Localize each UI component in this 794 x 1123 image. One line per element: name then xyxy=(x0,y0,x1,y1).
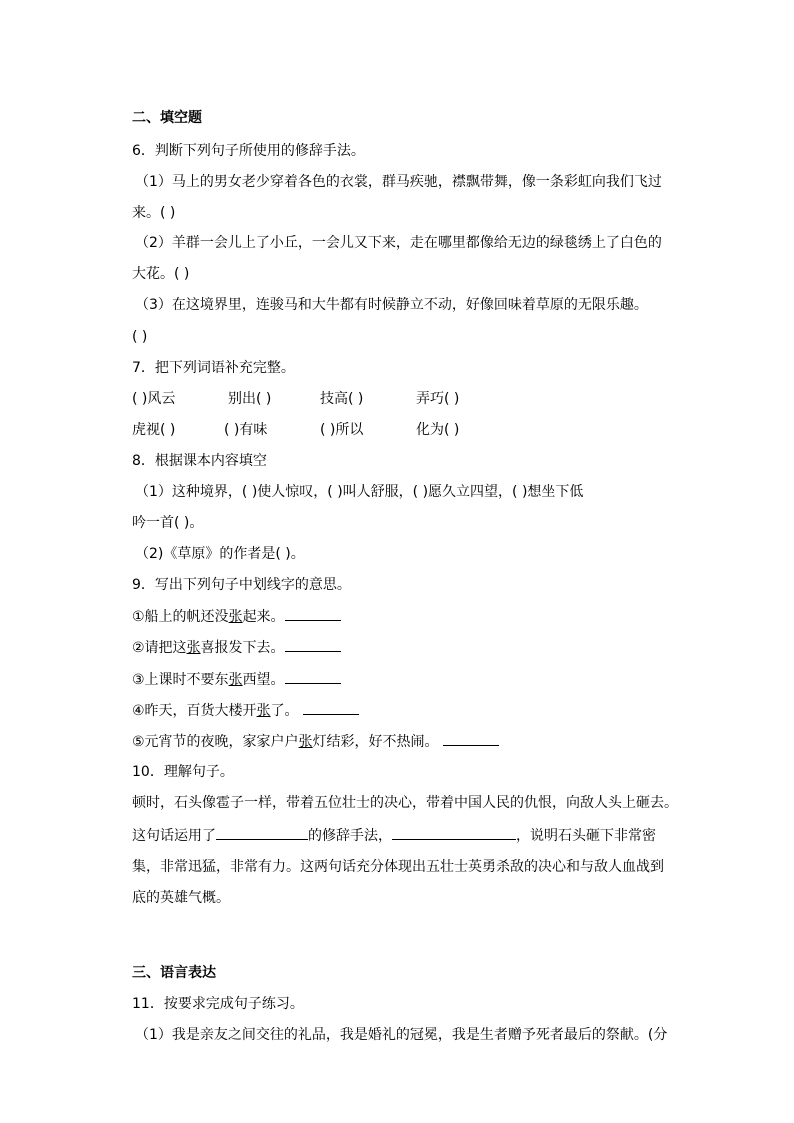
q9-item-text: ①船上的帆还没 xyxy=(132,609,229,625)
q7-word: 虎视( ) xyxy=(132,422,176,438)
q9-answer-blank[interactable] xyxy=(285,606,341,621)
q9-item-text: 起来。 xyxy=(242,609,285,625)
q6-sentence-2b: 大花。( ) xyxy=(132,266,190,282)
q9-item-text: 喜报发下去。 xyxy=(200,640,285,656)
q10-answer-blank-2[interactable] xyxy=(392,825,516,840)
q10-text: 这句话运用了 xyxy=(132,828,216,844)
q10-text: 的修辞手法， xyxy=(308,828,392,844)
q9-item xyxy=(132,637,341,658)
q7-word: ( )风云 xyxy=(132,391,176,407)
q9-item-text: 西望。 xyxy=(242,672,285,688)
q7-word: 化为( ) xyxy=(416,422,460,438)
q9-underlined-char: 张 xyxy=(228,609,243,625)
q10-passage-line-3: 集，非常迅猛，非常有力。这两句话充分体现出五壮士英勇杀敌的决心和与敌人血战到 xyxy=(132,859,664,875)
q7-word: 弄巧( ) xyxy=(416,391,460,407)
section-heading-language: 三、语言表达 xyxy=(132,965,216,981)
q8-sentence-1a: （1）这种境界，( )使人惊叹，( )叫人舒服，( )愿久立四望，( )想坐下低 xyxy=(135,484,584,500)
q10-stem: 10．理解句子。 xyxy=(132,764,234,780)
q9-answer-blank[interactable] xyxy=(285,669,341,684)
q9-item-text: ③上课时不要东 xyxy=(132,672,229,688)
q9-item-text: 了。 xyxy=(270,703,299,719)
q9-item xyxy=(132,606,341,627)
q7-word: ( )所以 xyxy=(320,422,364,438)
q7-stem: 7．把下列词语补充完整。 xyxy=(132,360,295,376)
q6-sentence-3a: （3）在这境界里，连骏马和大牛都有时候静立不动，好像回味着草原的无限乐趣。 xyxy=(135,297,648,313)
q10-text: ，说明石头砸下非常密 xyxy=(516,828,656,844)
q7-row-1 xyxy=(132,389,459,409)
q9-item-text: 灯结彩，好不热闹。 xyxy=(312,734,439,750)
q9-answer-blank[interactable] xyxy=(285,637,341,652)
q9-stem: 9．写出下列句子中划线字的意思。 xyxy=(132,577,351,593)
q10-passage-line-4: 底的英雄气概。 xyxy=(132,890,230,906)
q7-word: 技高( ) xyxy=(320,391,364,407)
q8-stem: 8．根据课本内容填空 xyxy=(132,453,267,469)
q9-underlined-char: 张 xyxy=(298,734,313,750)
q9-answer-blank[interactable] xyxy=(303,700,359,715)
q6-sentence-1b: 来。( ) xyxy=(132,205,176,221)
q7-row-2 xyxy=(132,420,459,440)
q10-passage-line-1: 顿时，石头像雹子一样，带着五位壮士的决心，带着中国人民的仇恨，向敌人头上砸去。 xyxy=(132,795,678,811)
q11-stem: 11．按要求完成句子练习。 xyxy=(132,996,304,1012)
q9-item-text: ②请把这 xyxy=(132,640,187,656)
q9-item xyxy=(132,731,499,752)
q9-item xyxy=(132,700,359,721)
q9-underlined-char: 张 xyxy=(186,640,201,656)
q10-answer-blank-1[interactable] xyxy=(216,825,308,840)
q6-sentence-1a: （1）马上的男女老少穿着各色的衣裳，群马疾驰，襟飘带舞，像一条彩虹向我们飞过 xyxy=(135,174,662,190)
q8-sentence-1b: 吟一首( )。 xyxy=(132,515,204,531)
q9-underlined-char: 张 xyxy=(256,703,271,719)
q9-item-text: ⑤元宵节的夜晚，家家户户 xyxy=(132,734,299,750)
q6-stem: 6．判断下列句子所使用的修辞手法。 xyxy=(132,143,365,159)
q6-sentence-3b: ( ) xyxy=(132,329,148,345)
q9-underlined-char: 张 xyxy=(228,672,243,688)
q9-item xyxy=(132,669,341,690)
section-heading-fill-blank: 二、填空题 xyxy=(132,110,202,126)
q7-word: 别出( ) xyxy=(228,391,272,407)
q7-word: ( )有味 xyxy=(224,422,268,438)
q8-sentence-2: （2)《草原》的作者是( )。 xyxy=(135,546,305,562)
q11-sentence-1: （1）我是亲友之间交往的礼品，我是婚礼的冠冕，我是生者赠予死者最后的祭献。(分 xyxy=(135,1027,668,1043)
q9-answer-blank[interactable] xyxy=(443,731,499,746)
q10-passage-line-2 xyxy=(132,825,656,846)
q9-item-text: ④昨天，百货大楼开 xyxy=(132,703,257,719)
q6-sentence-2a: （2）羊群一会儿上了小丘，一会儿又下来，走在哪里都像给无边的绿毯绣上了白色的 xyxy=(135,235,662,251)
